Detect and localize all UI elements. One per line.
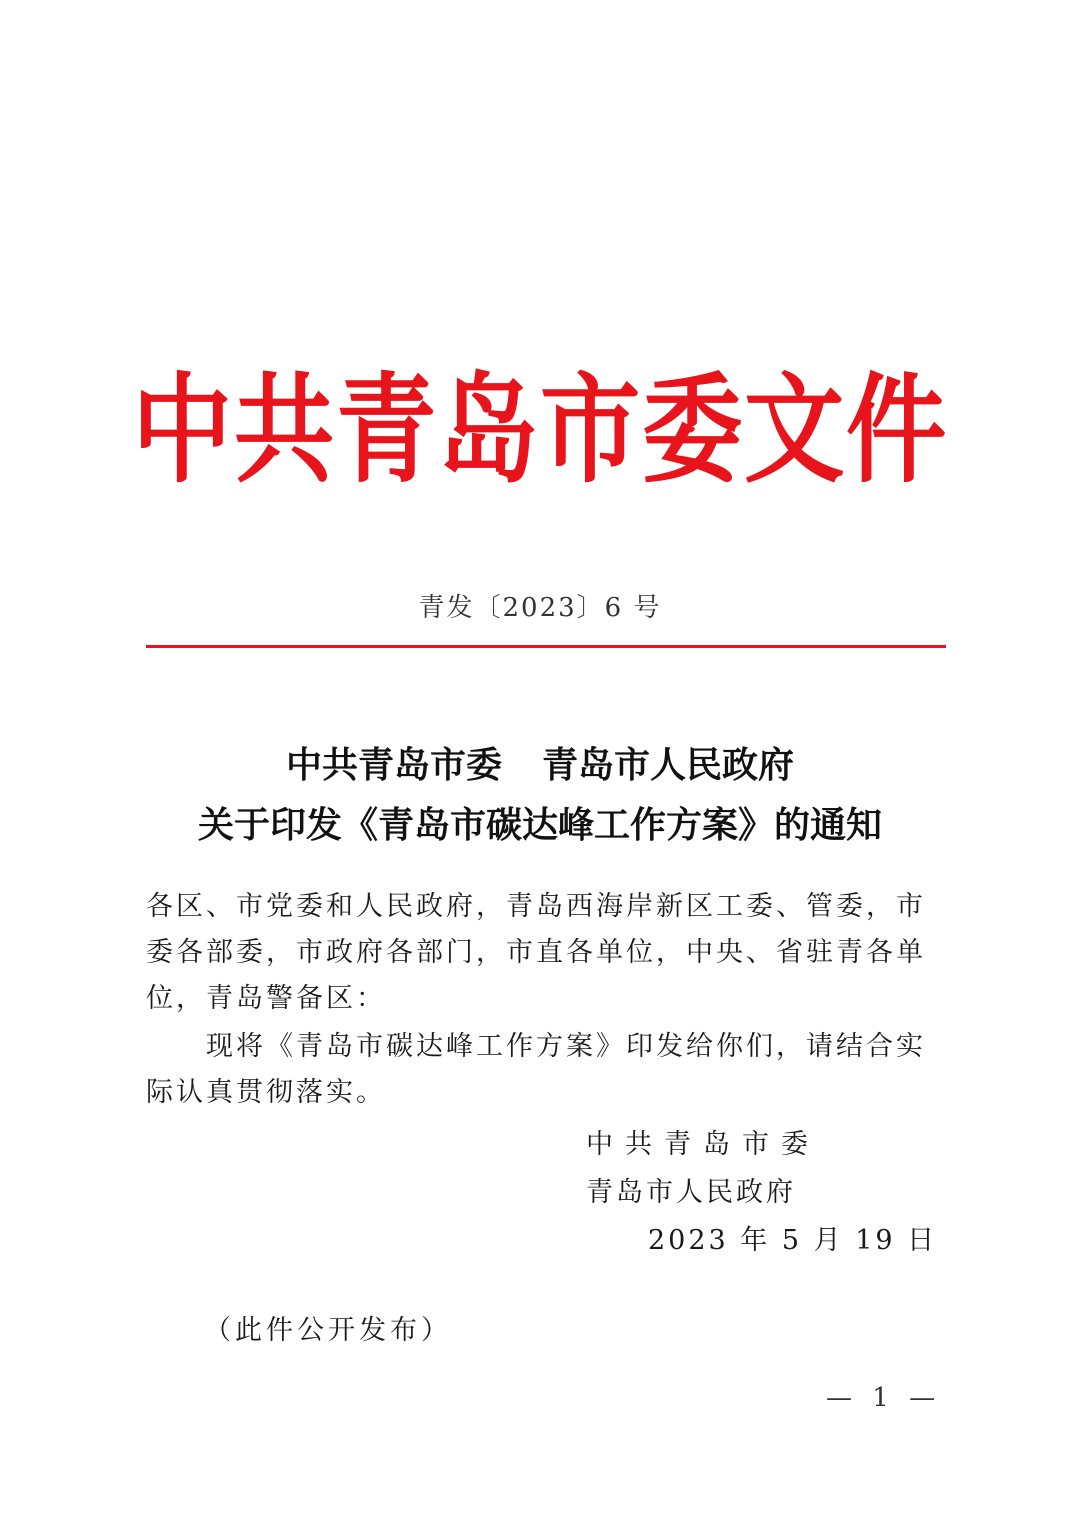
document-title-line-1 [0, 740, 1080, 790]
signature-date: 2023 年 5 月 19 日 [648, 1225, 938, 1256]
addressee-line: 委各部委，市政府各部门，市直各单位，中央、省驻青各单 [146, 937, 926, 968]
addressee-line: 各区、市党委和人民政府，青岛西海岸新区工委、管委，市 [146, 891, 926, 922]
page-number: — 1 — [826, 1383, 942, 1413]
addressee-line: 位，青岛警备区： [146, 983, 386, 1014]
issuer-party-committee: 中共青岛市委 [285, 744, 502, 786]
red-masthead: 中共青岛市委文件 [131, 361, 949, 499]
document-number: 青发〔2023〕6 号 [418, 593, 662, 623]
body-paragraph-line: 现将《青岛市碳达峰工作方案》印发给你们，请结合实 [146, 1031, 926, 1062]
body-paragraph-line: 际认真贯彻落实。 [146, 1077, 386, 1108]
signature-government: 青岛市人民政府 [586, 1177, 796, 1208]
issuer-government: 青岛市人民政府 [542, 744, 795, 786]
public-release-note: （此件公开发布） [204, 1315, 452, 1346]
signature-party-committee: 中共青岛市委 [586, 1129, 820, 1160]
document-title-line-2: 关于印发《青岛市碳达峰工作方案》的通知 [197, 804, 882, 846]
red-separator-line [146, 645, 946, 648]
